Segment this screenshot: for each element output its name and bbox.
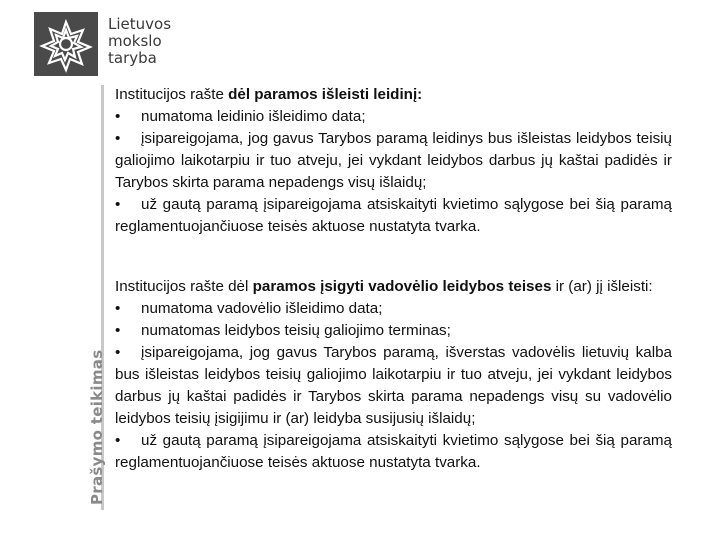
logo (34, 12, 184, 76)
side-label: Prašymo teikimas (88, 349, 106, 505)
logo-mark-icon (34, 12, 98, 76)
logo-line-1: Lietuvos (108, 15, 172, 33)
list-item-text: numatoma vadovėlio išleidimo data; (141, 300, 383, 317)
list-item-text: už gautą paramą įsipareigojama atsiskaityti kvietimo sąlygose bei šią paramą reglamentuojančiuose teisės aktuose nustatyta tvarka. (115, 196, 672, 235)
list-item (115, 342, 672, 430)
section-publication-support (115, 84, 672, 238)
section-textbook-rights (115, 276, 672, 474)
logo-text (108, 16, 171, 67)
list-item-text: įsipareigojama, jog gavus Tarybos paramą leidinys bus išleistas leidybos teisių galiojimo laikotarpiu ir tuo atveju, jei vykdant leidybos darbus jų kaštai padidės ir Tarybos skirta parama nepadengs visų išlaidų; (115, 130, 672, 191)
list-item-text: numatoma leidinio išleidimo data; (141, 108, 366, 125)
list-item (115, 106, 672, 128)
list-item (115, 430, 672, 474)
bullet-glyph: • (115, 322, 121, 339)
list-item (115, 194, 672, 238)
section1-intro-text: Institucijos rašte (115, 86, 229, 103)
list-item (115, 298, 672, 320)
bullet-glyph: • (115, 130, 121, 147)
bullet-glyph: • (115, 300, 121, 317)
section1-intro (115, 84, 672, 106)
section2-intro-tail: ir (ar) jį išleisti: (551, 278, 653, 295)
section1-intro-bold: dėl paramos išleisti leidinį: (228, 86, 423, 103)
bullet-glyph: • (115, 344, 121, 361)
bullet-glyph: • (115, 196, 121, 213)
list-item (115, 128, 672, 194)
list-item-text: numatomas leidybos teisių galiojimo terminas; (141, 322, 451, 339)
section2-intro-bold: paramos įsigyti vadovėlio leidybos teises (252, 278, 552, 295)
logo-line-3: taryba (108, 49, 157, 67)
list-item-text: už gautą paramą įsipareigojama atsiskaityti kvietimo sąlygose bei šią paramą reglamentuojančiuose teisės aktuose nustatyta tvarka. (115, 432, 672, 471)
section2-intro (115, 276, 672, 298)
list-item (115, 320, 672, 342)
section2-intro-text: Institucijos rašte dėl (115, 278, 253, 295)
list-item-text: įsipareigojama, jog gavus Tarybos paramą, išverstas vadovėlis lietuvių kalba bus išleistas leidybos teisių galiojimo laikotarpiu ir tuo atveju, jei vykdant leidybos darbus jų kaštai padidės ir Tarybos skirta parama nepadengs visų su vadovėlio leidybos teisių įsigijimu ir (ar) leidyba susijusių išlaidų; (115, 344, 672, 427)
bullet-glyph: • (115, 108, 121, 125)
bullet-glyph: • (115, 432, 121, 449)
logo-line-2: mokslo (108, 32, 162, 50)
